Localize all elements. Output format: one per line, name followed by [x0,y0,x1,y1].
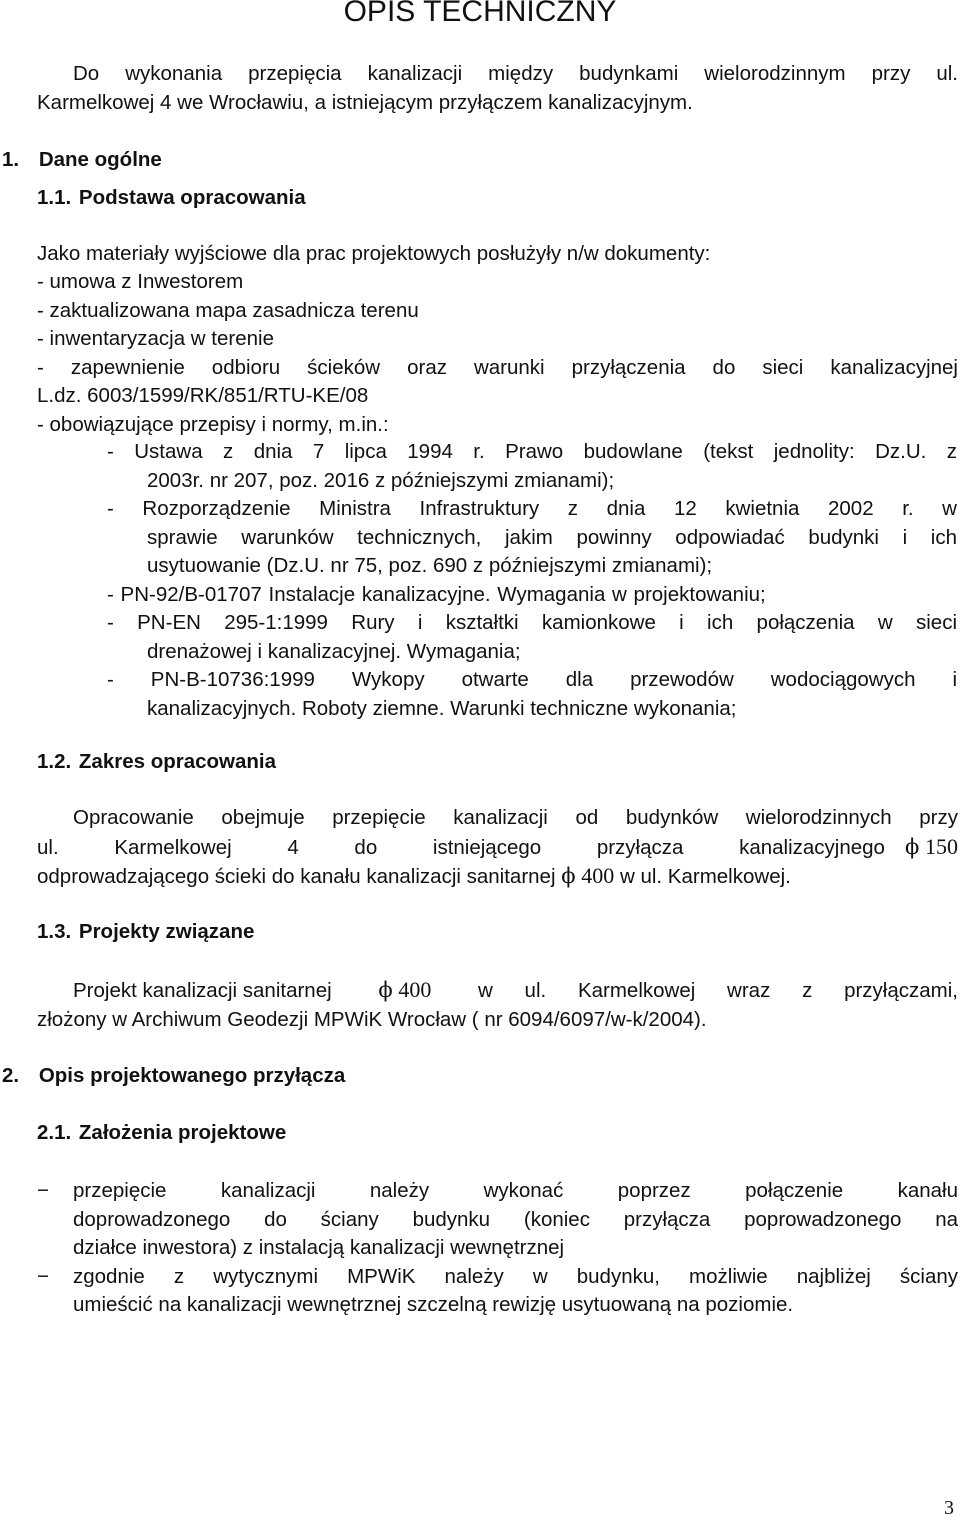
regulation-item [107,581,957,610]
list-item: - obowiązujące przepisy i normy, m.in.: [37,412,389,436]
assumption-line: działce inwestora) z instalacją kanalizacji wewnętrznej [73,1236,565,1259]
assumption-line: zgodnie z wytycznymi MPWiK należy w budynku, możliwie najbliżej ściany [73,1264,958,1288]
list-item: L.dz. 6003/1599/RK/851/RTU-KE/08 [37,384,369,407]
list-marker: − [37,1179,49,1202]
diameter-value: 150 [925,833,958,859]
related-line-1 [37,976,958,1006]
regulation-line: 2003r. nr 207, poz. 2016 z późniejszymi zmianami); [147,468,615,492]
regulation-line: sprawie warunków technicznych, jakim powinny odpowiadać budynki i ich [147,525,957,549]
assumption-line: umieścić na kanalizacji wewnętrznej szczelną rewizję usytuowaną na poziomie. [73,1293,794,1316]
intro-line-1: Do wykonania przepięcia kanalizacji między budynkami wielorodzinnym przy ul. [73,62,958,85]
list-item: - zapewnienie odbioru ścieków oraz warunki przyłączenia do sieci kanalizacyjnej [37,355,958,379]
subsection-2-1-title: Założenia projektowe [78,1121,287,1144]
section-2-heading [2,1062,345,1091]
subsection-1-1-heading [37,184,306,213]
related-line-1-end: w ul. Karmelkowej wraz z przyłączami, [478,979,958,1002]
related-line-2: złożony w Archiwum Geodezji MPWiK Wrocław ( nr 6094/6097/w-k/2004). [37,1007,707,1031]
diameter-value: 400 [581,863,615,888]
regulation-line: - PN-92/B-01707 Instalacje kanalizacyjne. Wymagania w projektowaniu; [107,582,766,606]
regulations-list [107,438,957,723]
subsection-1-2-title: Zakres opracowania [78,750,277,773]
regulation-line: - Ustawa z dnia 7 lipca 1994 r. Prawo budowlane (tekst jednolity: Dz.U. z [107,440,957,463]
regulation-item [107,495,957,581]
scope-line-2-text: ul. Karmelkowej 4 do istniejącego przyłącza kanalizacyjnego [37,835,885,859]
section-1-title: Dane ogólne [38,148,162,171]
regulation-line: - PN-EN 295-1:1999 Rury i kształtki kamionkowe i ich połączenia w sieci [107,611,957,634]
list-item [37,1177,958,1263]
list-item: - zaktualizowana mapa zasadnicza terenu [37,298,419,322]
document-title: OPIS TECHNICZNY [343,0,617,28]
assumption-line: doprowadzonego do ściany budynku (koniec przyłącza poprowadzonego na [73,1207,958,1231]
list-item [37,1263,958,1320]
subsection-2-1-heading [37,1119,286,1148]
regulation-line: - Rozporządzenie Ministra Infrastruktury z dnia 12 kwietnia 2002 r. w [107,497,957,520]
assumptions-list [37,1177,958,1320]
scope-line-3-end: w ul. Karmelkowej. [619,865,791,888]
regulation-item [107,438,957,495]
section-1-number: 1. [2,148,20,171]
subsection-1-1-title: Podstawa opracowania [78,186,306,209]
regulation-item [107,609,957,666]
regulation-line: - PN-B-10736:1999 Wykopy otwarte dla przewodów wodociągowych i [107,668,957,691]
regulation-line: usytuowanie (Dz.U. nr 75, poz. 690 z późniejszymi zmianami); [147,554,713,577]
diameter-symbol: ϕ [561,864,576,888]
basis-list [37,268,958,439]
diameter-symbol: ϕ 400 [378,977,432,1002]
scope-line-3 [37,862,958,892]
subsection-1-3-title: Projekty związane [78,920,255,943]
list-item: - umowa z Inwestorem [37,270,244,293]
diameter-value: 400 [398,977,432,1002]
section-2-number: 2. [2,1064,20,1087]
basis-lead: Jako materiały wyjściowe dla prac projektowych posłużyły n/w dokumenty: [37,242,711,265]
section-2-title: Opis projektowanego przyłącza [38,1064,346,1087]
subsection-1-2-number: 1.2. [37,750,72,773]
list-marker: − [37,1264,49,1288]
related-line-1-start: Projekt kanalizacji sanitarnej [73,979,332,1002]
list-item: - inwentaryzacja w terenie [37,327,274,350]
scope-line-2 [37,833,958,863]
diameter-symbol: ϕ 150 [904,833,958,859]
regulation-line: drenażowej i kanalizacyjnej. Wymagania; [147,639,521,663]
subsection-2-1-number: 2.1. [37,1121,72,1144]
subsection-1-2-heading [37,748,276,777]
regulation-line: kanalizacyjnych. Roboty ziemne. Warunki techniczne wykonania; [147,696,737,720]
intro-line-2: Karmelkowej 4 we Wrocławiu, a istniejącym przyłączem kanalizacyjnym. [37,90,693,114]
page-number: 3 [944,1497,954,1519]
subsection-1-1-number: 1.1. [37,186,72,209]
subsection-1-3-heading [37,918,254,947]
scope-line-1: Opracowanie obejmuje przepięcie kanalizacji od budynków wielorodzinnych przy [73,806,958,829]
subsection-1-3-number: 1.3. [37,920,72,943]
assumption-line: przepięcie kanalizacji należy wykonać poprzez połączenie kanału [73,1179,958,1202]
scope-line-3-text: odprowadzającego ścieki do kanału kanalizacji sanitarnej [37,865,556,888]
related-paragraph [37,976,958,1034]
intro-paragraph [37,60,958,117]
section-1-heading [2,146,162,175]
scope-paragraph [37,804,958,892]
regulation-item [107,666,957,723]
